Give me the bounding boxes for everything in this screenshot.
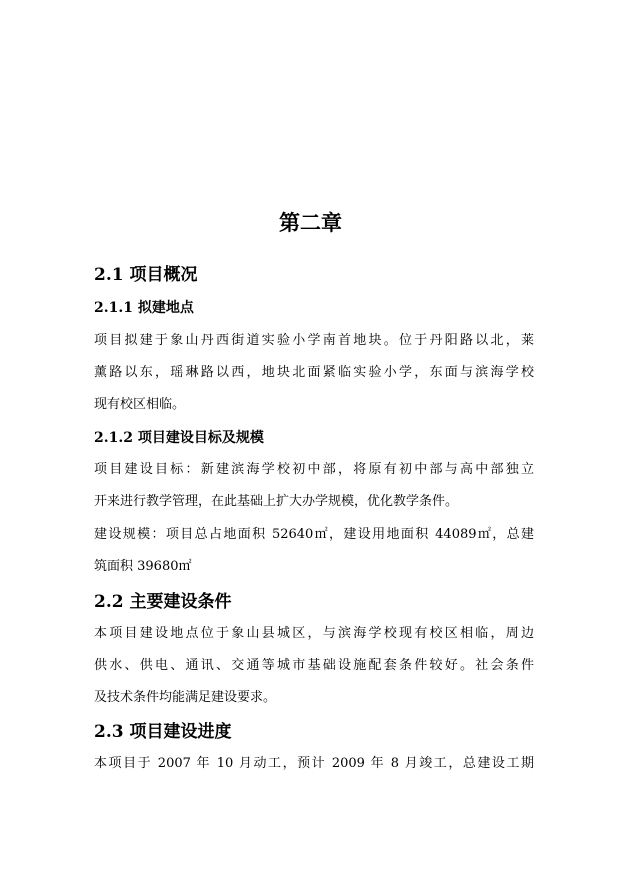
paragraph-line: 现有校区相临。 [94,397,186,412]
section-heading-2-3: 2.3 项目建设进度 [94,722,232,742]
paragraph-line: 项目拟建于象山丹西街道实验小学南首地块。位于丹阳路以北，莱 [94,333,534,348]
paragraph-line: 本项目于 2007 年 10 月动工，预计 2009 年 8 月竣工，总建设工期 [94,756,534,771]
section-heading-2-2: 2.2 主要建设条件 [94,592,232,612]
section-heading-2-1: 2.1 项目概况 [94,265,198,285]
paragraph-line: 项目建设目标：新建滨海学校初中部，将原有初中部与高中部独立 [94,462,534,477]
paragraph-line: 本项目建设地点位于象山县城区，与滨海学校现有校区相临，周边 [94,626,534,641]
paragraph-line: 建设规模：项目总占地面积 52640㎡，建设用地面积 44089㎡，总建 [94,527,534,542]
subsection-heading-2-1-1: 2.1.1 拟建地点 [94,300,194,316]
paragraph-line: 开来进行教学管理，在此基础上扩大办学规模，优化教学条件。 [94,494,459,509]
subsection-heading-2-1-2: 2.1.2 项目建设目标及规模 [94,430,264,446]
paragraph-line: 筑面积 39680㎡ [94,559,192,574]
paragraph-line: 供水、供电、通讯、交通等城市基础设施配套条件较好。社会条件 [94,658,534,673]
chapter-title: 第二章 [279,210,342,235]
paragraph-line: 薰路以东，瑶琳路以西，地块北面紧临实验小学，东面与滨海学校 [94,365,534,380]
paragraph-line: 及技术条件均能满足建设要求。 [94,690,277,705]
